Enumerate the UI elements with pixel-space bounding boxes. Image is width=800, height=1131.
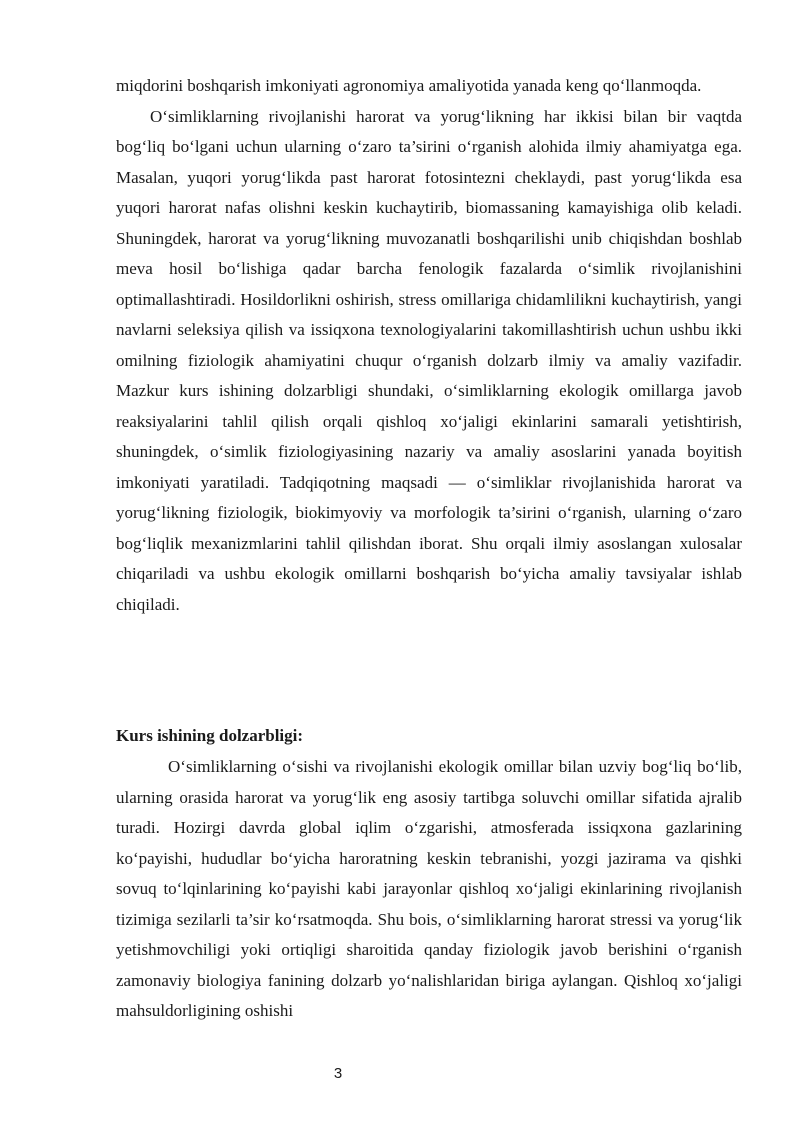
- section-heading-block: [116, 721, 742, 752]
- paragraph-continued: miqdorini boshqarish imkoniyati agronomiya amaliyotida yanada keng qo‘llanmoqda.: [116, 76, 702, 95]
- section-heading: Kurs ishining dolzarbligi:: [116, 726, 304, 745]
- paragraph-relevance: O‘simliklarning o‘sishi va rivojlanishi ekologik omillar bilan uzviy bog‘liq bo‘lib, ularning orasida harorat va yorug‘lik eng asosiy tartibga soluvchi omillar sifatida ajralib turadi. Hozirgi davrda global iqlim o‘zgarishi, atmosferada issiqxona gazlarining ko‘payishi, hududlar bo‘yicha haroratning keskin tebranishi, yozgi jazirama va qishki sovuq to‘lqinlarining ko‘payishi kabi jarayonlar qishloq xo‘jaligi ekinlarining rivojlanish tizimiga sezilarli ta’sir ko‘rsatmoqda. Shu bois, o‘simliklarning harorat stressi va yorug‘lik yetishmovchiligi yoki ortiqligi sharoitida qanday fiziologik javob berishini o‘rganish zamonaviy biologiya fanining dolzarb yo‘nalishlaridan biriga aylangan. Qishloq xo‘jaligi mahsuldorligining oshishi: [116, 757, 742, 1020]
- body-text-top: [116, 71, 742, 620]
- page-number: 3: [333, 1065, 343, 1082]
- body-text-bottom: [116, 752, 742, 1027]
- paragraph-main: O‘simliklarning rivojlanishi harorat va yorug‘likning har ikkisi bilan bir vaqtda bog‘liq bo‘lgani uchun ularning o‘zaro ta’sirini o‘rganish alohida ilmiy ahamiyatga ega. Masalan, yuqori yorug‘likda past harorat fotosintezni cheklaydi, past yorug‘likda esa yuqori harorat nafas olishni keskin kuchaytirib, biomassaning kamayishiga olib keladi. Shuningdek, harorat va yorug‘likning muvozanatli boshqarilishi unib chiqishdan boshlab meva hosil bo‘lishiga qadar barcha fenologik fazalarda o‘simlik rivojlanishini optimallashtiradi. Hosildorlikni oshirish, stress omillariga chidamlilikni kuchaytirish, yangi navlarni seleksiya qilish va issiqxona texnologiyalarini takomillashtirish uchun ushbu ikki omilning fiziologik ahamiyatini chuqur o‘rganish dolzarb ilmiy va amaliy vazifadir. Mazkur kurs ishining dolzarbligi shundaki, o‘simliklarning ekologik omillarga javob reaksiyalarini tahlil qilish orqali qishloq xo‘jaligi ekinlarini samarali yetishtirish, shuningdek, o‘simlik fiziologiyasining nazariy va amaliy asoslarini yanada boyitish imkoniyati yaratiladi. Tadqiqotning maqsadi — o‘simliklar rivojlanishida harorat va yorug‘likning fiziologik, biokimyoviy va morfologik ta’sirini o‘rganish, ularning o‘zaro bog‘liqlik mexanizmlarini tahlil qilishdan iborat. Shu orqali ilmiy asoslangan xulosalar chiqariladi va ushbu ekologik omillarni boshqarish bo‘yicha amaliy tavsiyalar ishlab chiqiladi.: [116, 106, 742, 614]
